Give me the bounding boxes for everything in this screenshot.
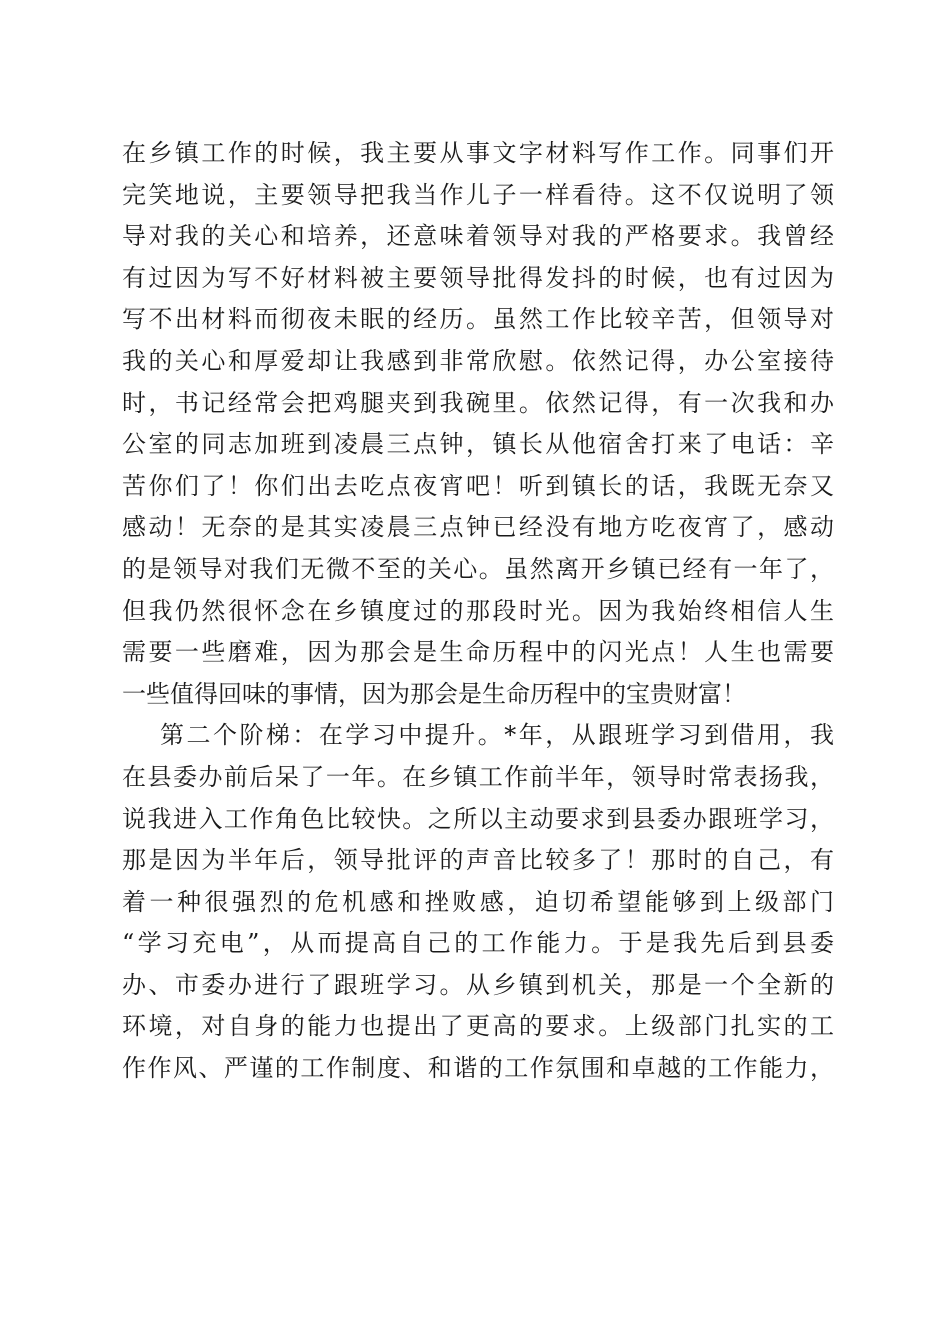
text-line: 苦你们了！你们出去吃点夜宵吧！听到镇长的话，我既无奈又 <box>122 471 834 500</box>
text-line: 公室的同志加班到凌晨三点钟，镇长从他宿舍打来了电话：辛 <box>122 430 834 459</box>
text-line: 在乡镇工作的时候，我主要从事文字材料写作工作。同事们开 <box>122 139 834 167</box>
text-line: 在县委办前后呆了一年。在乡镇工作前半年，领导时常表扬我， <box>122 762 834 791</box>
text-line: 着一种很强烈的危机感和挫败感，迫切希望能够到上级部门 <box>122 887 834 916</box>
paragraph-2 <box>122 715 834 1089</box>
text-line: 写不出材料而彻夜未眠的经历。虽然工作比较辛苦，但领导对 <box>122 305 834 334</box>
text-line: 感动！无奈的是其实凌晨三点钟已经没有地方吃夜宵了，感动 <box>122 513 834 542</box>
text-line: 我的关心和厚爱却让我感到非常欣慰。依然记得，办公室接待 <box>122 346 834 375</box>
document-body <box>122 133 834 1090</box>
text-line: 环境，对自身的能力也提出了更高的要求。上级部门扎实的工 <box>122 1012 834 1041</box>
text-line: 需要一些磨难，因为那会是生命历程中的闪光点！人生也需要 <box>122 638 834 667</box>
text-line: 导对我的关心和培养，还意味着领导对我的严格要求。我曾经 <box>122 222 834 251</box>
text-line: 那是因为半年后，领导批评的声音比较多了！那时的自己，有 <box>122 846 834 875</box>
text-line: 完笑地说，主要领导把我当作儿子一样看待。这不仅说明了领 <box>122 180 834 209</box>
text-line: 有过因为写不好材料被主要领导批得发抖的时候，也有过因为 <box>122 263 834 292</box>
text-line: 时，书记经常会把鸡腿夹到我碗里。依然记得，有一次我和办 <box>122 388 834 417</box>
text-line: 但我仍然很怀念在乡镇度过的那段时光。因为我始终相信人生 <box>122 596 834 625</box>
paragraph-1 <box>122 133 834 715</box>
text-line: 的是领导对我们无微不至的关心。虽然离开乡镇已经有一年了， <box>122 554 834 583</box>
text-line: 一些值得回味的事情，因为那会是生命历程中的宝贵财富！ <box>122 679 746 708</box>
text-line: 作作风、严谨的工作制度、和谐的工作氛围和卓越的工作能力， <box>122 1054 834 1083</box>
text-line: 第二个阶梯：在学习中提升。*年，从跟班学习到借用，我 <box>160 721 834 750</box>
text-line: “学习充电”，从而提高自己的工作能力。于是我先后到县委 <box>122 929 834 958</box>
text-line: 办、市委办进行了跟班学习。从乡镇到机关，那是一个全新的 <box>122 970 834 999</box>
text-line: 说我进入工作角色比较快。之所以主动要求到县委办跟班学习， <box>122 804 834 833</box>
